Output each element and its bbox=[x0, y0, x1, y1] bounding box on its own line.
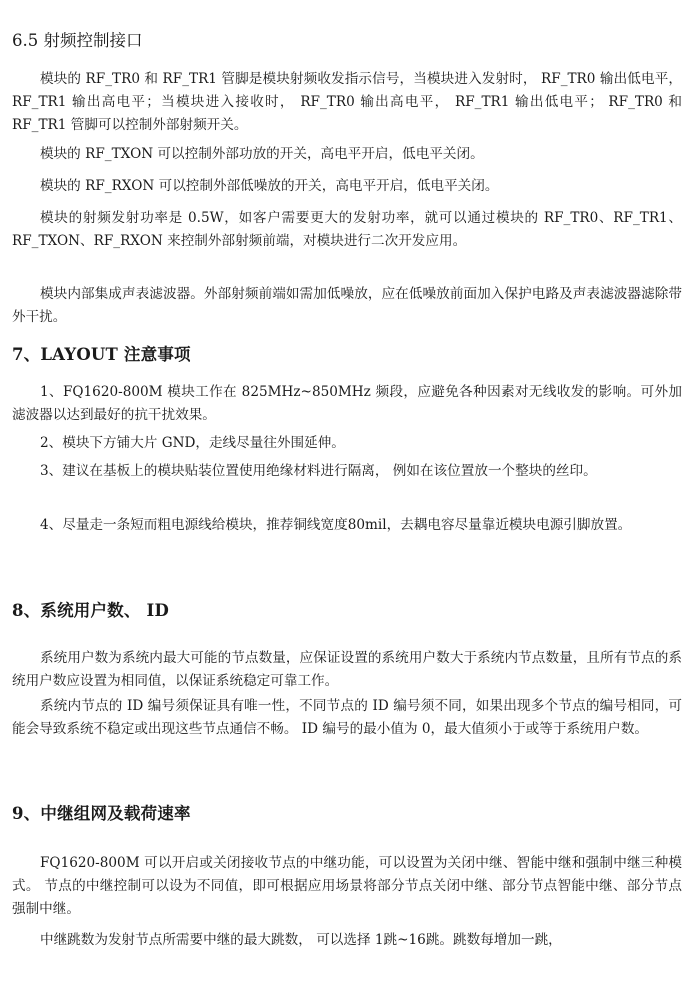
paragraph-text: 模块的 RF_TR0 和 RF_TR1 管脚是模块射频收发指示信号，当模块进入发射时， RF_TR0 输出低电平， RF_TR1 输出高电平；当模块进入接收时， RF_TR0 输出高电平， RF_TR1 输出低电平； RF_TR0 和 RF_TR1 管脚可以控制外部射频开关。 bbox=[12, 71, 682, 133]
paragraph bbox=[12, 432, 682, 455]
paragraph bbox=[12, 207, 682, 253]
paragraph-text: 模块的 RF_TXON 可以控制外部功放的开关，高电平开启，低电平关闭。 bbox=[40, 146, 484, 162]
paragraph bbox=[12, 852, 682, 921]
paragraph-text: 系统用户数为系统内最大可能的节点数量，应保证设置的系统用户数大于系统内节点数量，且所有节点的系统用户数应设置为相同值，以保证系统稳定可靠工作。 bbox=[12, 650, 682, 689]
paragraph bbox=[12, 929, 682, 952]
paragraph-text: 1、FQ1620-800M 模块工作在 825MHz~850MHz 频段，应避免各种因素对无线收发的影响。可外加滤波器以达到最好的抗干扰效果。 bbox=[12, 384, 682, 423]
paragraph bbox=[12, 68, 682, 137]
paragraph bbox=[12, 647, 682, 693]
paragraph bbox=[12, 460, 682, 483]
paragraph bbox=[12, 695, 682, 741]
paragraph-text: 中继跳数为发射节点所需要中继的最大跳数， 可以选择 1跳~16跳。跳数每增加一跳， bbox=[40, 932, 562, 948]
paragraph-text: 模块的 RF_RXON 可以控制外部低噪放的开关，高电平开启，低电平关闭。 bbox=[40, 178, 499, 194]
section-6-5-heading: 6.5 射频控制接口 bbox=[12, 31, 143, 50]
section-9-heading: 9、中继组网及载荷速率 bbox=[12, 804, 191, 823]
paragraph bbox=[12, 143, 682, 166]
paragraph bbox=[12, 283, 682, 329]
paragraph-text: 模块内部集成声表滤波器。外部射频前端如需加低噪放，应在低噪放前面加入保护电路及声表滤波器滤除带外干扰。 bbox=[12, 286, 682, 325]
section-8-heading: 8、系统用户数、 ID bbox=[12, 601, 169, 620]
paragraph-text: 4、尽量走一条短而粗电源线给模块，推荐铜线宽度80mil，去耦电容尽量靠近模块电源引脚放置。 bbox=[40, 517, 632, 533]
paragraph-text: 2、模块下方铺大片 GND，走线尽量往外围延伸。 bbox=[40, 435, 345, 451]
paragraph-text: 3、建议在基板上的模块贴装位置使用绝缘材料进行隔离， 例如在该位置放一个整块的丝印。 bbox=[40, 463, 597, 479]
paragraph-text: 系统内节点的 ID 编号须保证具有唯一性，不同节点的 ID 编号须不同，如果出现多个节点的编号相同，可能会导致系统不稳定或出现这些节点通信不畅。 ID 编号的最小值为 0，最大值须小于或等于系统用户数。 bbox=[12, 698, 682, 737]
paragraph bbox=[12, 381, 682, 427]
paragraph bbox=[12, 514, 682, 537]
section-7-heading: 7、LAYOUT 注意事项 bbox=[12, 345, 191, 364]
paragraph-text: 模块的射频发射功率是 0.5W，如客户需要更大的发射功率，就可以通过模块的 RF_TR0、RF_TR1、RF_TXON、RF_RXON 来控制外部射频前端，对模块进行二次开发应用。 bbox=[12, 210, 682, 249]
paragraph bbox=[12, 175, 682, 198]
paragraph-text: FQ1620-800M 可以开启或关闭接收节点的中继功能，可以设置为关闭中继、智能中继和强制中继三种模式。 节点的中继控制可以设为不同值，即可根据应用场景将部分节点关闭中继、部分节点智能中继、部分节点强制中继。 bbox=[12, 855, 682, 917]
